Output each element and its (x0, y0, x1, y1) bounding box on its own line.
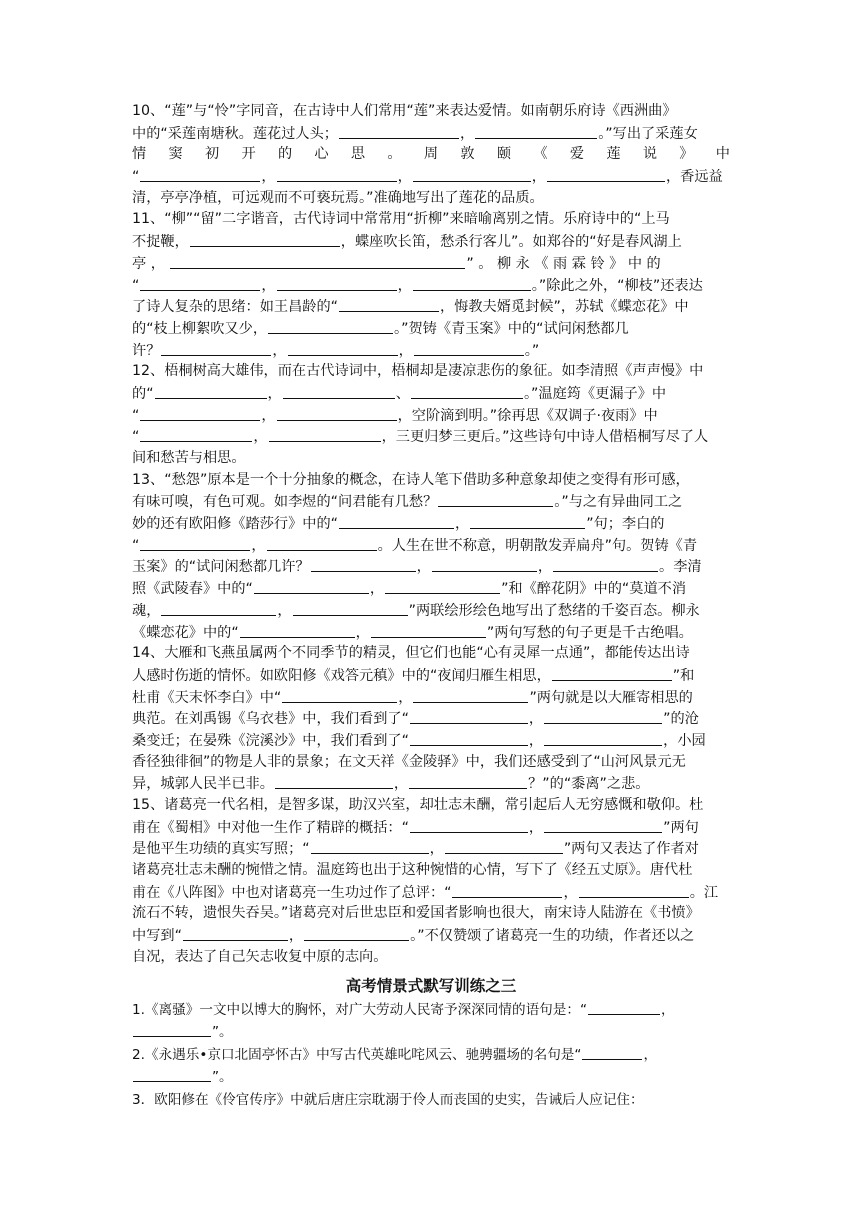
q11-line-7: 许？ ， ， 。” (132, 340, 730, 362)
q13-line-5: 玉案》的“试问闲愁都几许？ ， ， 。李清 (132, 556, 730, 578)
q13-line-7: 魂， ， ”两联绘形绘色地写出了愁绪的千姿百态。柳永 (132, 600, 730, 622)
answer-blank[interactable] (133, 1021, 211, 1037)
answer-blank[interactable] (140, 426, 252, 442)
answer-blank[interactable] (267, 535, 377, 551)
answer-blank[interactable] (240, 622, 355, 638)
q12-line-4: “ ， ，三更归梦三更后。”这些诗句中诗人借梧桐写尽了人 (132, 426, 730, 448)
q14-line-5: 桑变迁；在晏殊《浣溪沙》中，我们看到了“ ， ，小园 (132, 730, 730, 752)
answer-blank[interactable] (161, 600, 276, 616)
q14-line-6: 香径独徘徊”的物是人非的景象；在文天祥《金陵驿》中，我们还感受到了“山河风景元无 (132, 753, 686, 770)
q12-line-2: 的“ ， 、 。”温庭筠《更漏子》中 (132, 383, 730, 405)
q15-line-3: 是他平生功绩的真实写照；“ ， ”两句又表达了作者对 (132, 838, 730, 860)
answer-blank[interactable] (183, 925, 288, 941)
answer-blank[interactable] (311, 838, 429, 854)
answer-blank[interactable] (339, 296, 439, 312)
q13-line-3: 妙的还有欧阳修《踏莎行》中的“ ， ”句；李白的 (132, 513, 730, 535)
answer-blank[interactable] (544, 708, 662, 724)
answer-blank[interactable] (413, 275, 531, 291)
q15-line-1: 15、诸葛亮一代名相，是智多谋，助汉兴室，却壮志未酬，常引起后人无穷感慨和敬仰。杜 (132, 797, 704, 813)
q11-line-2: 不捉鞭， ，蝶座吹长笛，愁杀行客儿”。如郑谷的“好是春风湖上 (132, 231, 730, 253)
answer-blank[interactable] (553, 556, 658, 572)
answer-blank[interactable] (133, 1066, 211, 1082)
answer-blank[interactable] (385, 578, 500, 594)
s3-q1-line-1: 1.《离骚》一文中以博大的胸怀，对广大劳动人民寄予深深同情的语句是：“ ， (132, 999, 730, 1022)
q11-line-6: 的“枝上柳絮吹又少， 。”贺铸《青玉案》中的“试问闲愁都几 (132, 318, 730, 340)
answer-blank[interactable] (268, 318, 393, 334)
answer-blank[interactable] (155, 383, 267, 399)
q12-line-3: “ ， ，空阶滴到明。”徐再思《双调子·夜雨》中 (132, 405, 730, 427)
answer-blank[interactable] (283, 383, 395, 399)
answer-blank[interactable] (547, 166, 665, 182)
s3-q1-line-2: ”。 (132, 1021, 730, 1044)
q14-line-3: 杜甫《天末怀李白》中“ ， ”两句就是以大雁寄相思的 (132, 687, 730, 709)
q14-line-7: 异，城郭人民半已非。 ， ？”的“黍离”之悲。 (132, 773, 730, 795)
q10-line-1: 10、“莲”与“怜”字同音，在古诗中人们常用“莲”来表达爱情。如南朝乐府诗《西洲曲》 (132, 103, 677, 119)
q15-line-5: 甫在《八阵图》中也对诸葛亮一生功过作了总评：“ ， 。江 (132, 882, 730, 904)
answer-blank[interactable] (445, 838, 563, 854)
answer-blank[interactable] (277, 275, 397, 291)
q14-line-4: 典范。在刘禹锡《乌衣巷》中，我们看到了“ ， ”的沧 (132, 708, 730, 730)
s3-q2-line-1: 2.《永遇乐•京口北固亭怀古》中写古代英雄叱咤风云、驰骋疆场的名句是“ ， (132, 1044, 730, 1067)
answer-blank[interactable] (140, 275, 260, 291)
answer-blank[interactable] (170, 253, 465, 269)
q15-line-6: 流石不转，遗恨失吞吴。”诸葛亮对后世忠臣和爱国者影响也很大，南宋诗人陆游在《书愤》 (132, 905, 700, 922)
q15-line-8: 自况，表达了自己矢志收复中原的志向。 (132, 948, 388, 965)
q14-line-1: 14、大雁和飞燕虽属两个不同季节的精灵，但它们也能“心有灵犀一点通”，都能传达出诗 (132, 645, 690, 662)
answer-blank[interactable] (588, 999, 660, 1015)
answer-blank[interactable] (432, 556, 537, 572)
document-body (132, 101, 730, 1111)
q13-line-6: 照《武陵春》中的“ ， ”和《醉花阴》中的“莫道不消 (132, 578, 730, 600)
answer-blank[interactable] (288, 340, 398, 356)
q10-line-3: 情 窦 初 开 的 心 思 。 周 敦 颐 《 爱 莲 说 》 中 (132, 146, 730, 163)
answer-blank[interactable] (140, 535, 250, 551)
answer-blank[interactable] (414, 340, 524, 356)
answer-blank[interactable] (410, 730, 528, 746)
q15-line-4: 诸葛亮壮志未酬的惋惜之情。温庭筠也出于这种惋惜的心情，写下了《经五丈原》。唐代杜 (132, 862, 693, 879)
answer-blank[interactable] (552, 665, 672, 681)
q14-line-2: 人感时伤逝的情怀。如欧阳修《戏答元稹》中的“夜闻归雁生相思， ”和 (132, 665, 730, 687)
answer-blank[interactable] (140, 405, 260, 421)
answer-blank[interactable] (544, 817, 662, 833)
answer-blank[interactable] (190, 231, 340, 247)
answer-blank[interactable] (140, 166, 260, 182)
answer-blank[interactable] (544, 730, 662, 746)
answer-blank[interactable] (410, 708, 528, 724)
q10-line-2: 中的“采莲南塘秋。莲花过人头； ， 。”写出了采莲女 (132, 123, 730, 145)
answer-blank[interactable] (311, 556, 416, 572)
answer-blank[interactable] (282, 687, 397, 703)
answer-blank[interactable] (293, 600, 408, 616)
answer-blank[interactable] (339, 123, 459, 139)
answer-blank[interactable] (438, 491, 553, 507)
s3-q2-line-2: ”。 (132, 1066, 730, 1089)
s3-q3-line-1: 3．欧阳修在《伶官传序》中就后唐庄宗耽溺于伶人而丧国的史实，告诫后人应记住： (132, 1091, 644, 1108)
q15-line-2: 甫在《蜀相》中对他一生作了精辟的概括：“ ， ”两句 (132, 817, 730, 839)
answer-blank[interactable] (475, 123, 597, 139)
q12-line-5: 间和愁苦与相思。 (132, 450, 246, 466)
answer-blank[interactable] (275, 773, 393, 789)
section-title: 高考情景式默写训练之三 (345, 976, 517, 995)
q10-line-4: “ ， ， ， ，香远益 (132, 166, 730, 188)
answer-blank[interactable] (254, 578, 369, 594)
q15-line-7: 中写到“ ， 。”不仅赞颂了诸葛亮一生的功绩，作者还以之 (132, 925, 730, 947)
q13-line-4: “ ， 。人生在世不称意，明朝散发弄扁舟”句。贺铸《青 (132, 535, 730, 557)
q13-line-2: 有味可嗅，有色可观。如李煜的“问君能有几愁？ 。”与之有异曲同工之 (132, 491, 730, 513)
answer-blank[interactable] (579, 882, 689, 898)
answer-blank[interactable] (470, 513, 585, 529)
q11-line-4: “ ， ， 。”除此之外，“柳枝”还表达 (132, 275, 730, 297)
answer-blank[interactable] (409, 773, 527, 789)
q13-line-8: 《蝶恋花》中的“ ， ”两句写愁的句子更是千古绝唱。 (132, 622, 730, 644)
q11-line-3: 亭 ， ” 。 柳 永 《 雨 霖 铃 》 中 的 (132, 253, 730, 275)
answer-blank[interactable] (269, 426, 381, 442)
q12-line-1: 12、梧桐树高大雄伟，而在古代诗词中，梧桐却是凄凉悲伤的象征。如李清照《声声慢》中 (132, 363, 704, 380)
answer-blank[interactable] (339, 513, 454, 529)
answer-blank[interactable] (413, 166, 531, 182)
answer-blank[interactable] (371, 622, 486, 638)
answer-blank[interactable] (410, 817, 528, 833)
answer-blank[interactable] (277, 405, 397, 421)
answer-blank[interactable] (452, 882, 562, 898)
answer-blank[interactable] (582, 1044, 642, 1060)
answer-blank[interactable] (161, 340, 271, 356)
answer-blank[interactable] (277, 166, 397, 182)
q11-line-5: 了诗人复杂的思绪：如王昌龄的“ ，悔教夫婿觅封候”，苏轼《蝶恋花》中 (132, 296, 730, 318)
q13-line-1: 13、“愁怨”原本是一个十分抽象的概念，在诗人笔下借助多种意象却使之变得有形可感， (132, 471, 690, 488)
answer-blank[interactable] (413, 687, 528, 703)
answer-blank[interactable] (411, 383, 523, 399)
q11-line-1: 11、“柳”“留”二字谐音，古代诗词中常常用“折柳”来暗喻离别之情。乐府诗中的“上马 (132, 211, 670, 228)
answer-blank[interactable] (304, 925, 409, 941)
q10-line-5: 清，亭亭净植，可远观而不可亵玩焉。”准确地写出了莲花的品质。 (132, 189, 544, 206)
